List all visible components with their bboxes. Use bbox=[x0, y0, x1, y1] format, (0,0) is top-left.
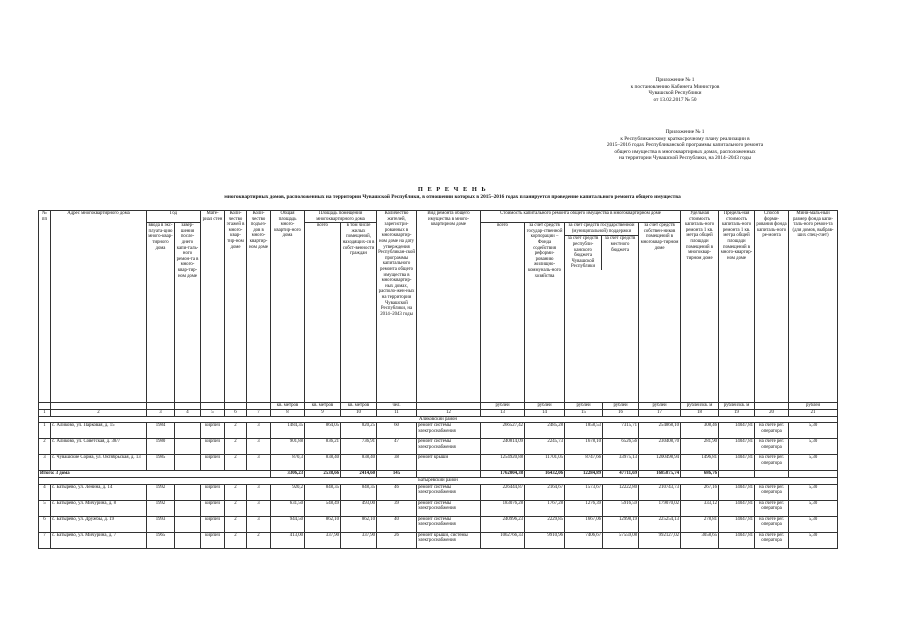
appendix-1-line: Приложение № 1 bbox=[655, 77, 695, 83]
table-cell: 2 bbox=[51, 409, 147, 416]
table-cell bbox=[225, 403, 247, 410]
table-cell: 19 bbox=[719, 409, 755, 416]
table-cell: на счете рег. оператора bbox=[755, 532, 789, 548]
total-cell bbox=[719, 471, 755, 478]
table-cell: 862,10 bbox=[341, 516, 377, 532]
table-cell: на счете рег. оператора bbox=[755, 516, 789, 532]
table-cell: 47 bbox=[377, 439, 417, 455]
table-cell: 254868,10 bbox=[639, 423, 681, 439]
appendix-2-line: на территории Чувашской Республики, на 2014–2043 годы bbox=[619, 155, 751, 162]
table-cell: 2 bbox=[225, 423, 247, 439]
table-cell: 992127,02 bbox=[639, 532, 681, 548]
table-cell: 8 bbox=[271, 409, 305, 416]
table-cell: 1200498,94 bbox=[639, 455, 681, 471]
table-cell: 2485,28 bbox=[525, 423, 565, 439]
table-cell: 493,00 bbox=[341, 500, 377, 516]
table-cell: 848,35 bbox=[305, 484, 341, 500]
table-cell: рублей bbox=[639, 403, 681, 410]
table-row bbox=[39, 439, 838, 455]
table-cell: кирпич bbox=[201, 423, 225, 439]
table-cell: 836,21 bbox=[305, 439, 341, 455]
col-cost-header: Стоимость капитального ремонта общего имущества в многоквартирном доме bbox=[481, 211, 681, 223]
table-cell: 12998,19 bbox=[603, 516, 639, 532]
table-cell: 9910,96 bbox=[525, 532, 565, 548]
total-cell: 47711,69 bbox=[603, 471, 639, 478]
table-cell: рублей/кв. м bbox=[719, 403, 755, 410]
table-cell: 5,30 bbox=[789, 532, 838, 548]
table-cell: рублей bbox=[525, 403, 565, 410]
table-row bbox=[39, 423, 838, 439]
table-cell: 5,30 bbox=[789, 516, 838, 532]
table-cell: 4 bbox=[39, 484, 51, 500]
total-cell: 1685875,74 bbox=[639, 471, 681, 478]
district-name: Аликовский район bbox=[39, 416, 838, 423]
district-name: Батыревский район bbox=[39, 477, 838, 484]
total-cell: 16432,06 bbox=[525, 471, 565, 478]
col-floors-header: Коли-чество этажей в много-квар-тир-ном доме bbox=[225, 211, 247, 403]
column-numbers-row bbox=[39, 409, 838, 416]
table-cell: 1992 bbox=[147, 500, 175, 516]
total-cell: 12284,89 bbox=[565, 471, 603, 478]
col-premises-owned-header: в том числе жилых помещений, находящих-ся в собст-венности граждан bbox=[341, 223, 377, 403]
total-cell bbox=[789, 471, 838, 478]
table-cell bbox=[175, 484, 201, 500]
table-cell: 5 bbox=[39, 500, 51, 516]
table-cell: на счете рег. оператора bbox=[755, 455, 789, 471]
table-cell: кирпич bbox=[201, 484, 225, 500]
table-cell bbox=[201, 403, 225, 410]
total-cell: 1762004,38 bbox=[481, 471, 525, 478]
table-cell: 631,50 bbox=[271, 500, 305, 516]
table-cell: 5,30 bbox=[789, 455, 838, 471]
table-header bbox=[39, 211, 838, 403]
table-cell bbox=[247, 403, 271, 410]
total-cell bbox=[417, 471, 481, 478]
table-cell: с. Аликово, ул. Советская, д. 38/7 bbox=[51, 439, 147, 455]
table-cell: 5,30 bbox=[789, 439, 838, 455]
district-row bbox=[39, 416, 838, 423]
table-cell: 2 bbox=[225, 532, 247, 548]
total-cell: 686,76 bbox=[681, 471, 719, 478]
total-row bbox=[39, 471, 838, 478]
table-cell: 2 bbox=[39, 439, 51, 455]
table-cell: кирпич bbox=[201, 532, 225, 548]
table-cell bbox=[755, 403, 789, 410]
col-max-cost-header: Предель-ная стоимость капиталь-ного ремонта 1 кв. метра общей площади помещений в много-квартир-ном доме bbox=[719, 211, 755, 403]
appendix-1-header bbox=[560, 77, 790, 103]
col-residents-header: Количество жителей, зарегистри-рованных в многоквартир-ном доме на дату утверждения Республикан-ской программы капитального ремонта общего имущества в многоквартир-ных домах, располо-жен-ных на территории Чувашской Республики, на 2014–2043 годы bbox=[377, 211, 417, 403]
table-cell: 21 bbox=[789, 409, 838, 416]
table-cell: кв. метров bbox=[271, 403, 305, 410]
col-wall-header: Мате-риал стен bbox=[201, 211, 225, 403]
table-cell: 5,30 bbox=[789, 484, 838, 500]
table-cell: 870,3 bbox=[271, 455, 305, 471]
table-cell: 1 bbox=[39, 423, 51, 439]
table-cell: 1496,81 bbox=[681, 455, 719, 471]
table-row bbox=[39, 455, 838, 471]
table-cell: 944,50 bbox=[271, 516, 305, 532]
appendix-1-line: Чувашской Республики bbox=[648, 90, 702, 97]
appendix-2-line: общего имущества в многоквартирных домах, расположенных bbox=[614, 148, 756, 155]
appendix-1-line: от 13.02.2017 № 50 bbox=[653, 96, 697, 103]
table-cell bbox=[175, 500, 201, 516]
table-cell: 240996,23 bbox=[481, 516, 525, 532]
table-cell: 210743,73 bbox=[639, 484, 681, 500]
table-cell: на счете рег. оператора bbox=[755, 423, 789, 439]
table-cell: 1 bbox=[39, 409, 51, 416]
table-row bbox=[39, 500, 838, 516]
table-cell: 33975,13 bbox=[603, 455, 639, 471]
table-cell: 225254,13 bbox=[639, 516, 681, 532]
table-cell: рублей bbox=[565, 403, 603, 410]
table-cell: 1965 bbox=[147, 532, 175, 548]
table-cell: кирпич bbox=[201, 455, 225, 471]
table-cell: 12 bbox=[417, 409, 481, 416]
table-cell: 1573,67 bbox=[565, 484, 603, 500]
table-cell: 1276,39 bbox=[565, 500, 603, 516]
table-cell: 13 bbox=[481, 409, 525, 416]
table-cell: 183076,28 bbox=[481, 500, 525, 516]
table-cell: ремонт системы электроснабжения bbox=[417, 500, 481, 516]
table-cell: 2 bbox=[225, 439, 247, 455]
table-cell: 18 bbox=[681, 409, 719, 416]
total-cell: 145 bbox=[377, 471, 417, 478]
table-cell: 10 bbox=[341, 409, 377, 416]
table-cell: 230408,70 bbox=[639, 439, 681, 455]
table-cell: 6526,56 bbox=[603, 439, 639, 455]
houses-table bbox=[38, 210, 838, 549]
table-cell: ремонт крыши bbox=[417, 455, 481, 471]
table-cell: 9 bbox=[305, 409, 341, 416]
table-cell: 7 bbox=[247, 409, 271, 416]
table-cell: кирпич bbox=[201, 500, 225, 516]
table-cell: 1062766,33 bbox=[481, 532, 525, 548]
table-cell: 14 bbox=[525, 409, 565, 416]
table-cell: с. Батырево, ул. Мичурина, д. 8 bbox=[51, 500, 147, 516]
table-row bbox=[39, 484, 838, 500]
units-row bbox=[39, 403, 838, 410]
table-cell: 901,88 bbox=[271, 439, 305, 455]
appendix-1-line: к постановлению Кабинета Министров bbox=[630, 83, 720, 90]
table-cell: кирпич bbox=[201, 516, 225, 532]
table-cell: 15 bbox=[565, 409, 603, 416]
table-cell: 1992 bbox=[147, 484, 175, 500]
table-cell bbox=[175, 532, 201, 548]
appendix-2-line: к Республиканскому краткосрочному плану реализации в bbox=[620, 135, 750, 142]
table-cell: 267,16 bbox=[681, 484, 719, 500]
table-row bbox=[39, 516, 838, 532]
col-cost-all-header: всего bbox=[481, 223, 525, 403]
table-cell: 862,10 bbox=[305, 516, 341, 532]
table-cell bbox=[39, 403, 51, 410]
table-cell: 3 bbox=[247, 439, 271, 455]
table-body bbox=[39, 403, 838, 548]
table-cell bbox=[147, 403, 175, 410]
table-cell: 548,49 bbox=[305, 500, 341, 516]
col-year-header: Год bbox=[147, 211, 201, 223]
appendix-2-line: Приложение № 1 bbox=[665, 129, 705, 135]
col-year-built-header: ввода в экс-плуата-цию много-квар-тирного дома bbox=[147, 223, 175, 403]
table-cell: 1993 bbox=[147, 516, 175, 532]
table-cell: ремонт крыши, системы электроснабжения bbox=[417, 532, 481, 548]
table-cell: 1667,06 bbox=[565, 516, 603, 532]
table-cell: чел. bbox=[377, 403, 417, 410]
table-cell: 1254920,88 bbox=[481, 455, 525, 471]
table-cell: 57559,08 bbox=[603, 532, 639, 548]
table-cell: 308,46 bbox=[681, 423, 719, 439]
col-number-header: № пп bbox=[39, 211, 51, 403]
table-cell: с. Аликово, ул. Парковая, д. 15 bbox=[51, 423, 147, 439]
table-cell: 3 bbox=[247, 484, 271, 500]
table-cell: 2 bbox=[225, 500, 247, 516]
table-cell: 14047,81 bbox=[719, 423, 755, 439]
table-cell: 4 bbox=[175, 409, 201, 416]
table-cell: 7315,71 bbox=[603, 423, 639, 439]
table-cell: 2 bbox=[225, 516, 247, 532]
cost-budget-label: за счет средств государственной (муниципальной) поддержки bbox=[568, 223, 635, 234]
total-cell: 2538,66 bbox=[305, 471, 341, 478]
table-cell: 39 bbox=[377, 500, 417, 516]
table-cell: ремонт системы электроснабжения bbox=[417, 516, 481, 532]
table-cell: 20 bbox=[755, 409, 789, 416]
table-cell bbox=[175, 455, 201, 471]
table-cell: 281,90 bbox=[681, 439, 719, 455]
table-cell: кв. метров bbox=[305, 403, 341, 410]
table-cell: 3 bbox=[39, 455, 51, 471]
table-cell: 2164,67 bbox=[525, 484, 565, 500]
table-cell: 40 bbox=[377, 516, 417, 532]
table-cell: 3 bbox=[247, 423, 271, 439]
document-title: П Е Р Е Ч Е Н Ь bbox=[417, 186, 488, 193]
table-cell bbox=[175, 423, 201, 439]
col-premises-all-header: всего bbox=[305, 223, 341, 403]
table-cell: на счете рег. оператора bbox=[755, 500, 789, 516]
table-cell: 5 bbox=[201, 409, 225, 416]
table-cell: кв. метров bbox=[341, 403, 377, 410]
table-cell: 333,12 bbox=[681, 500, 719, 516]
table-cell: 2245,73 bbox=[525, 439, 565, 455]
col-cost-owners-header: за счет средств собствен-ников помещений в многоквар-тирном доме bbox=[639, 223, 681, 403]
table-cell: 2 bbox=[247, 532, 271, 548]
table-cell: 337,90 bbox=[305, 532, 341, 548]
table-row bbox=[39, 532, 838, 548]
col-year-repair-header: завер-шения после-днего капи-таль-ного ремон-та в много-квар-тир-ном доме bbox=[175, 223, 201, 403]
table-cell: 3058,65 bbox=[681, 532, 719, 548]
table-cell: 179070,02 bbox=[639, 500, 681, 516]
table-cell: рублей bbox=[481, 403, 525, 410]
table-cell: 1678,10 bbox=[565, 439, 603, 455]
document-subtitle: многоквартирных домов, расположенных на территории Чувашской Республики, в отношении которых в 2015–2016 годах планируется проведение капитального ремонта общего имущества bbox=[224, 194, 681, 200]
table-cell: 38 bbox=[377, 455, 417, 471]
table-cell: 1484,35 bbox=[271, 423, 305, 439]
table-cell: 3 bbox=[247, 516, 271, 532]
table-cell: 1858,53 bbox=[565, 423, 603, 439]
col-min-fee-header: Мини-маль-ный размер фонда капи-таль-ного ремон-та (для домов, выбрав-ших спец-счет) bbox=[789, 211, 838, 403]
table-cell: 14047,81 bbox=[719, 516, 755, 532]
table-cell: 12222,80 bbox=[603, 484, 639, 500]
table-cell: 848,35 bbox=[341, 484, 377, 500]
table-cell: с. Батырево, ул. Ленина, д. 14 bbox=[51, 484, 147, 500]
table-cell: 7406,67 bbox=[565, 532, 603, 548]
table-cell: с. Батырево, ул. Дружбы, д. 19 bbox=[51, 516, 147, 532]
table-cell: 864,05 bbox=[305, 423, 341, 439]
table-cell bbox=[51, 403, 147, 410]
col-repair-type-header: Вид ремонта общего имущества в много-квартирном доме bbox=[417, 211, 481, 403]
table-cell: 8747,66 bbox=[565, 455, 603, 471]
table-cell: 820,25 bbox=[341, 423, 377, 439]
total-cell: 2414,60 bbox=[341, 471, 377, 478]
total-cell bbox=[755, 471, 789, 478]
table-cell: 1985 bbox=[147, 455, 175, 471]
table-cell: 3 bbox=[247, 455, 271, 471]
table-cell: 14047,81 bbox=[719, 532, 755, 548]
table-cell: 2 bbox=[225, 484, 247, 500]
appendix-2-line: 2015–2016 годах Республиканской программы капитального ремонта bbox=[606, 142, 764, 149]
col-total-area-header: Общая площадь много-квартир-ного дома bbox=[271, 211, 305, 403]
table-cell: 46 bbox=[377, 484, 417, 500]
table-cell: рублей bbox=[603, 403, 639, 410]
table-cell: 14047,81 bbox=[719, 439, 755, 455]
total-cell: Итого: 3 дома bbox=[39, 471, 271, 478]
col-method-header: Способ форми-рования фонда капиталь-ного ре-монта bbox=[755, 211, 789, 403]
table-cell: 60 bbox=[377, 423, 417, 439]
table-cell bbox=[417, 403, 481, 410]
table-cell: 5,30 bbox=[789, 423, 838, 439]
col-cost-rep-header: за счет средств республи-канского бюджета Чувашской Республики bbox=[565, 236, 602, 270]
table-cell: 2229,85 bbox=[525, 516, 565, 532]
table-cell: 1984 bbox=[147, 423, 175, 439]
col-unit-cost-header: Удельная стоимость капиталь-ного ремонта 1 кв. метра общей площади помещений в многоквар-тирном доме bbox=[681, 211, 719, 403]
table-cell: рублей/кв. м bbox=[681, 403, 719, 410]
table-cell: на счете рег. оператора bbox=[755, 484, 789, 500]
table-cell: 736,91 bbox=[341, 439, 377, 455]
table-cell: 14047,81 bbox=[719, 500, 755, 516]
table-cell: 6 bbox=[225, 409, 247, 416]
table-cell: 17 bbox=[639, 409, 681, 416]
district-row bbox=[39, 477, 838, 484]
col-cost-budget-header bbox=[565, 223, 639, 403]
col-address-header: Адрес многоквартирного дома bbox=[51, 211, 147, 403]
table-cell: с. Батырево, ул. Мичурина, д. 7 bbox=[51, 532, 147, 548]
table-cell bbox=[175, 403, 201, 410]
table-cell: 14047,81 bbox=[719, 455, 755, 471]
col-entrances-header: Коли-чество подъез-дов в много-квартир-ном доме bbox=[247, 211, 271, 403]
total-cell: 3306,23 bbox=[271, 471, 305, 478]
table-cell: 1980 bbox=[147, 439, 175, 455]
table-cell: 226444,87 bbox=[481, 484, 525, 500]
table-cell: 16 bbox=[603, 409, 639, 416]
table-cell: 5,30 bbox=[789, 500, 838, 516]
table-cell: 838,40 bbox=[341, 455, 377, 471]
table-cell: 7 bbox=[39, 532, 51, 548]
table-cell: 337,90 bbox=[341, 532, 377, 548]
table-cell: 3 bbox=[247, 500, 271, 516]
table-cell: ремонт системы электроснабжения bbox=[417, 484, 481, 500]
table-cell: 6 bbox=[39, 516, 51, 532]
table-cell bbox=[175, 516, 201, 532]
table-cell: 5916,59 bbox=[603, 500, 639, 516]
table-cell: 3 bbox=[147, 409, 175, 416]
table-cell: 1767,28 bbox=[525, 500, 565, 516]
table-cell: с. Чувашские Сорма, ул. Октябрьская, д. 13 bbox=[51, 455, 147, 471]
table-cell: 11701,05 bbox=[525, 455, 565, 471]
table-cell: ремонт системы электроснабжения bbox=[417, 423, 481, 439]
table-cell: на счете рег. оператора bbox=[755, 439, 789, 455]
col-cost-local-header: за счет средств местного бюджета bbox=[604, 236, 636, 253]
table-cell bbox=[175, 439, 201, 455]
col-cost-state-header: за счет средств государ-ственной корпорации – Фонда содействия реформи-рованию жилищно-коммуналь-ного хозяйства bbox=[525, 223, 565, 403]
table-cell: 278,81 bbox=[681, 516, 719, 532]
table-cell: ремонт системы электроснабжения bbox=[417, 439, 481, 455]
table-cell: 838,40 bbox=[305, 455, 341, 471]
table-cell: 2 bbox=[225, 455, 247, 471]
table-cell: 920,2 bbox=[271, 484, 305, 500]
appendix-2-header bbox=[560, 129, 810, 162]
table-cell: 26 bbox=[377, 532, 417, 548]
table-cell: 266527,42 bbox=[481, 423, 525, 439]
table-cell: 14047,81 bbox=[719, 484, 755, 500]
table-cell: рублей bbox=[789, 403, 838, 410]
table-cell: кирпич bbox=[201, 439, 225, 455]
table-cell: 413,00 bbox=[271, 532, 305, 548]
col-premises-area-header: Площадь помещений многоквартирного дома bbox=[305, 211, 377, 223]
table-cell: 240814,09 bbox=[481, 439, 525, 455]
table-cell: 11 bbox=[377, 409, 417, 416]
